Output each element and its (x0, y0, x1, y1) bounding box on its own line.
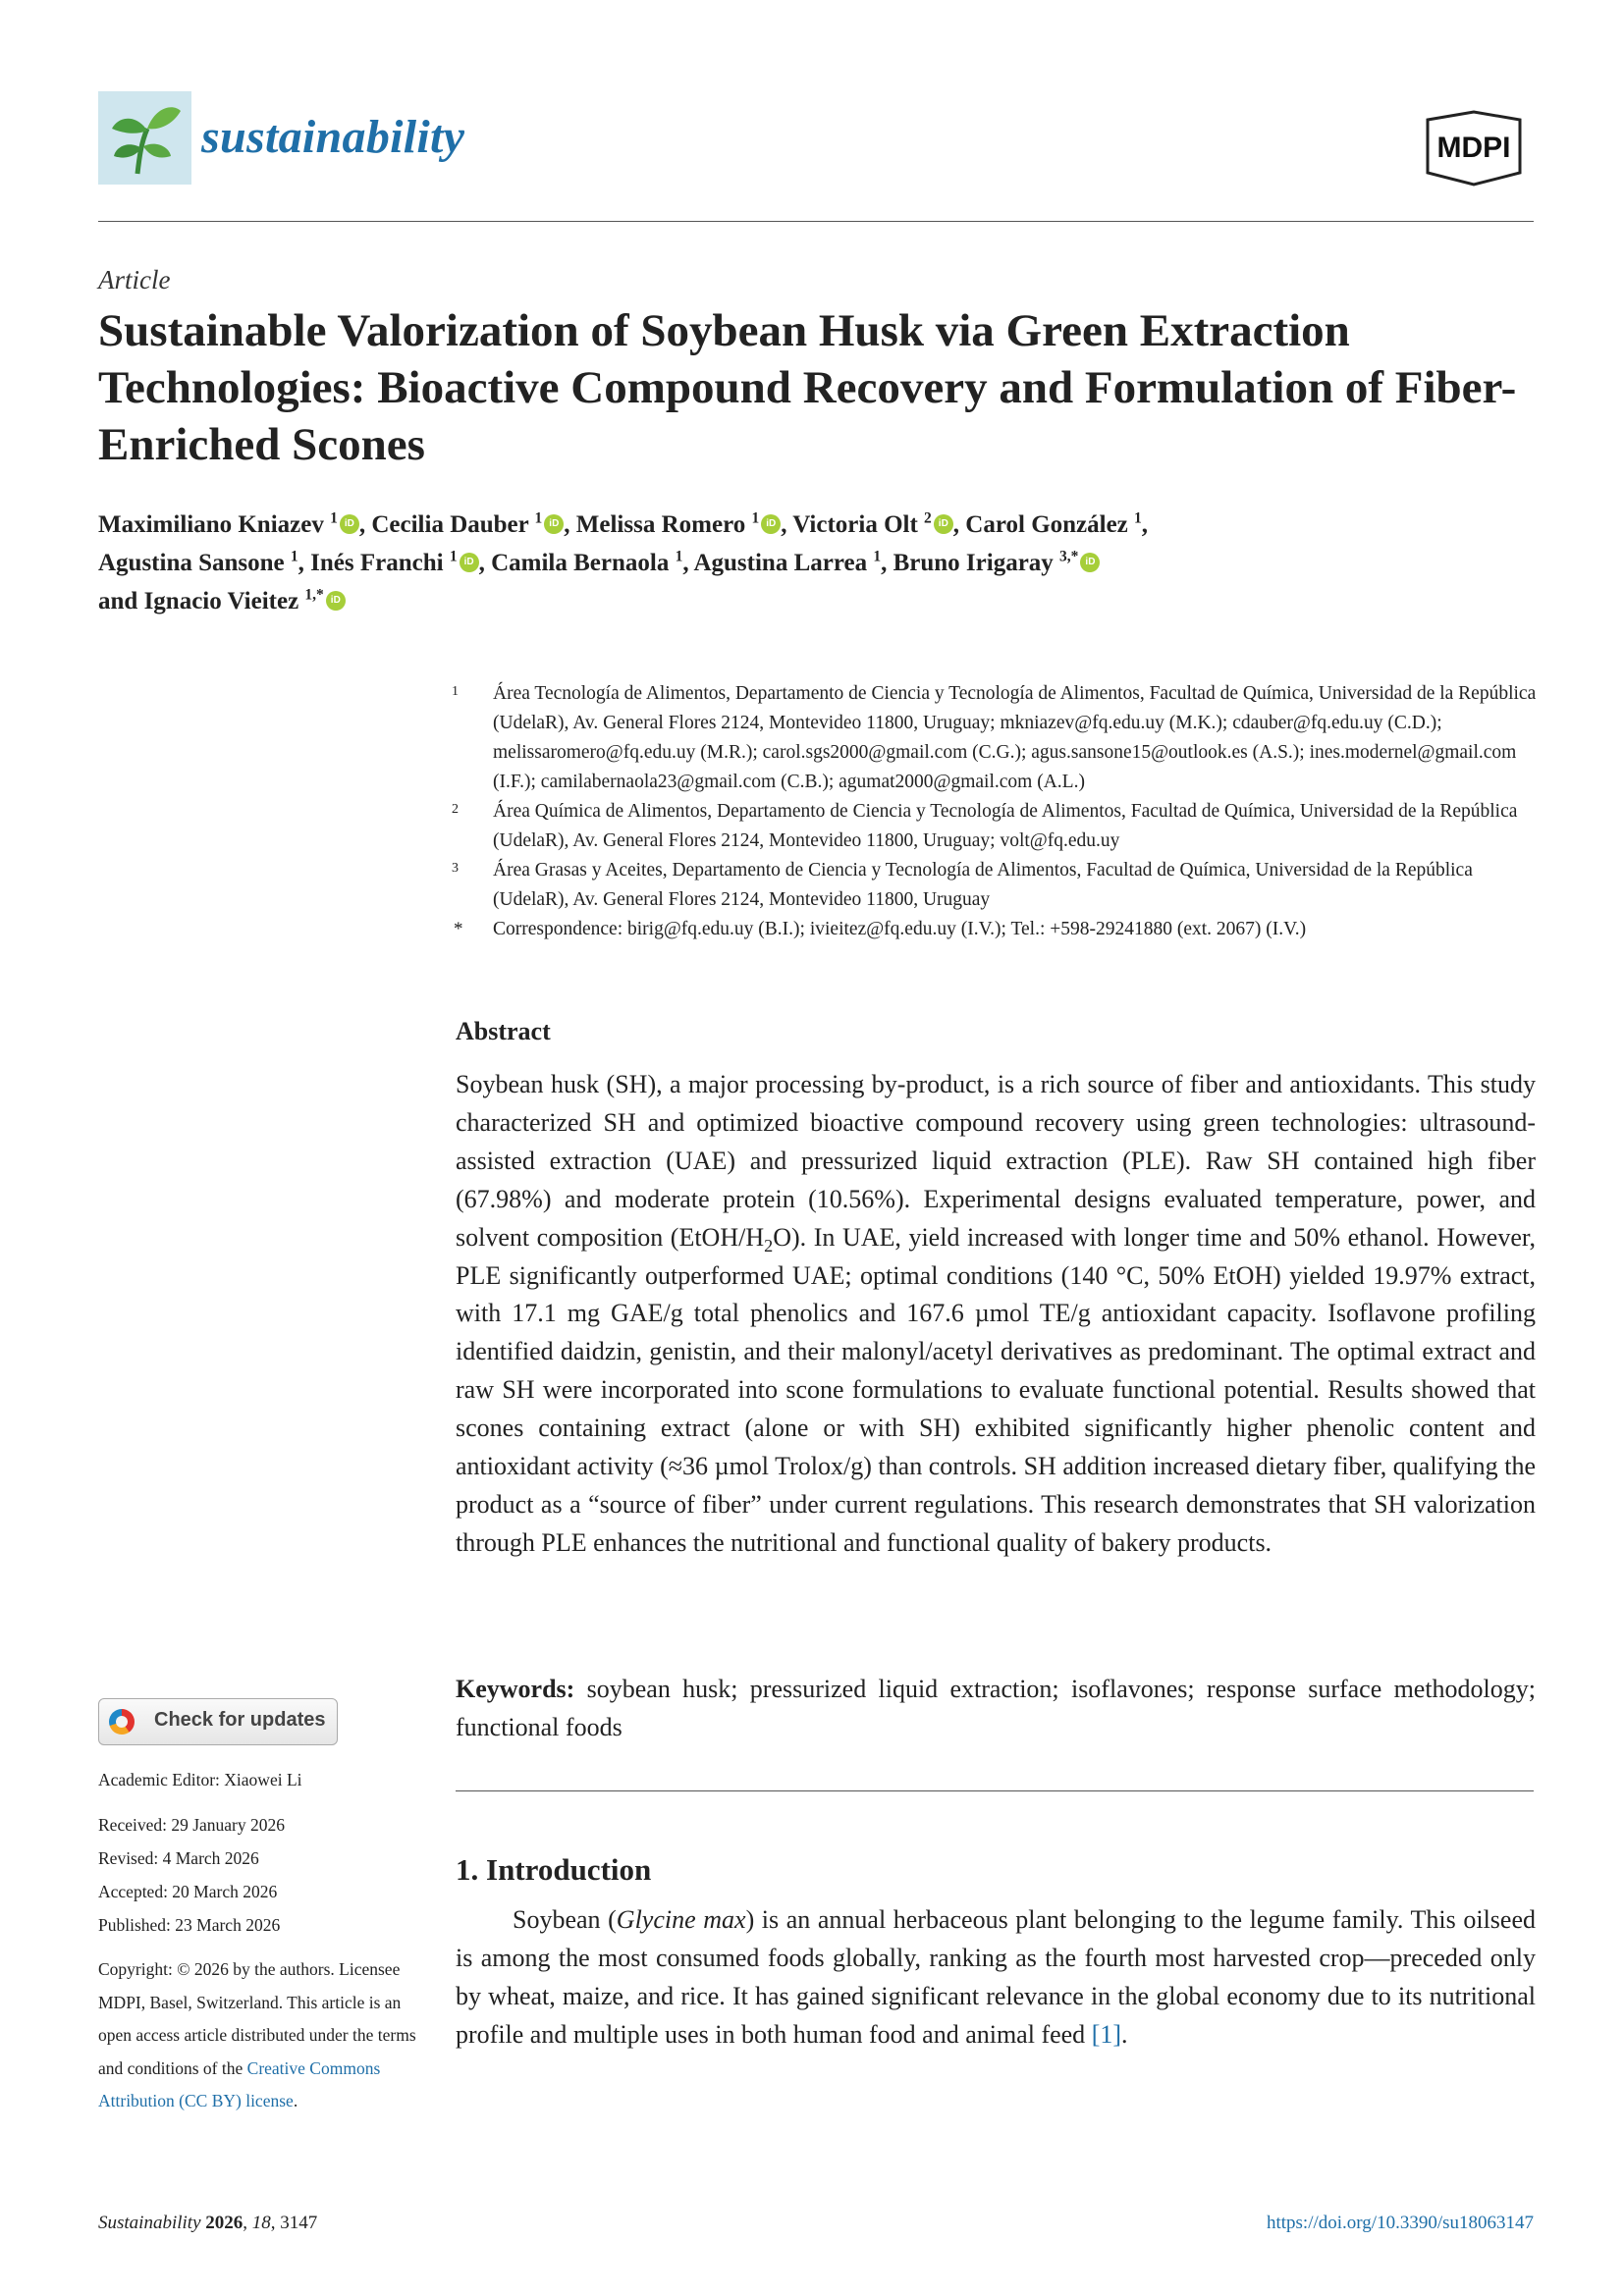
author (98, 550, 298, 576)
author (310, 550, 478, 576)
author-affiliation-marker: 1,* (304, 586, 324, 604)
author (893, 550, 1101, 576)
article-type: Article (98, 265, 171, 294)
introduction-text: Soybean (Glycine max) is an annual herbaceous plant belonging to the legume family. This oilseed is among the most consumed foods globally, ranking as the fourth most harvested crop—preceded only by wheat, maize, and rice. It has gained significant relevance in the global economy due to its nutritional profile and multiple uses in both human food and animal feed [1]. (456, 1905, 1536, 2049)
author (693, 550, 881, 576)
author-affiliation-marker: 1 (330, 509, 338, 527)
author-affiliation-marker: 1 (290, 548, 298, 565)
orcid-icon[interactable]: iD (1080, 553, 1100, 572)
keywords (456, 1671, 1536, 1747)
abstract-text: Soybean husk (SH), a major processing by-product, is a rich source of fiber and antioxidants. This study characterized SH and optimized bioactive compound recovery using green technologies: ultrasound-assisted extraction (UAE) and pressurized liquid extraction (PLE). Raw SH contained high fiber (67.98%) and moderate protein (10.56%). Experimental designs evaluated temperature, power, and solvent composition $(EtOH/H_2O)$. In UAE, yield increased with longer time and 50% ethanol. However, PLE significantly outperformed UAE; optimal conditions (140 °C, 50% EtOH) yielded 19.97% extract, with 17.1 mg GAE/g total phenolics and 167.6 µmol TE/g antioxidant capacity. Isoflavone profiling identified daidzin, genistin, and their malonyl/acetyl derivatives as predominant. The optimal extract and raw SH were incorporated into scone formulations to evaluate functional potential. Results showed that scones containing extract (alone or with SH) exhibited significantly higher phenolic content and antioxidant activity (≈36 µmol Trolox/g) than controls. SH addition increased dietary fiber, qualifying the product as a “source of fiber” under current regulations. This research demonstrates that SH valorization through PLE enhances the nutritional and functional quality of bakery products. (456, 1070, 1536, 1557)
author-name: Bruno Irigaray (893, 550, 1060, 576)
section-divider (456, 1790, 1534, 1791)
author-name: Inés Franchi (310, 550, 450, 576)
journal-logo-icon (98, 91, 191, 185)
author-affiliation-marker: 1 (449, 548, 458, 565)
author-name: Agustina Sansone (98, 550, 291, 576)
article-title: Sustainable Valorization of Soybean Husk via Green Extraction Technologies: Bioactive Compound Recovery and Formulation of Fiber-Enriched Scones (98, 305, 1517, 470)
affiliation-text: Área Química de Alimentos, Departamento de Ciencia y Tecnología de Alimentos, Facultad de Química, Universidad de la República (UdelaR), Av. General Flores 2124, Montevideo 11800, Uruguay; volt@fq.edu.uy (493, 801, 1518, 851)
affiliation-number: 1 (452, 684, 459, 699)
journal-name: sustainability (201, 111, 465, 163)
author (576, 511, 781, 538)
footer-citation: Sustainability 2026, 18, 3147 (98, 2213, 318, 2233)
affiliation-1 (452, 679, 1551, 797)
author (371, 511, 564, 538)
citation-link[interactable]: [1] (1091, 2019, 1122, 2049)
orcid-icon[interactable]: iD (934, 514, 953, 534)
revised-date: Revised: 4 March 2026 (98, 1848, 259, 1868)
correspondence-text: Correspondence: birig@fq.edu.uy (B.I.); ivieitez@fq.edu.uy (I.V.); Tel.: +598-29241880 (ext. 2067) (I.V.) (493, 919, 1307, 939)
author-affiliation-marker: 1 (534, 509, 543, 527)
affiliation-2 (452, 797, 1551, 856)
orcid-icon[interactable]: iD (340, 514, 359, 534)
author-name: Agustina Larrea (693, 550, 874, 576)
keywords-text: soybean husk; pressurized liquid extraction; isoflavones; response surface methodology; functional foods (456, 1675, 1537, 1741)
author-affiliation-marker: 1 (873, 548, 882, 565)
author-list: Maximiliano Kniazev $^1$ iD , Cecilia Dauber $^1$ iD , Melissa Romero $^1$ iD , Victoria Olt $^2$ iD , Carol González $^1$, Agustina Sansone $^1$, Inés Franchi $^1$ iD , Camila Bernaola $^1$, Agustina Larrea $^1$, Bruno Irigaray $^{3,*}$ iD and Ignacio Vieitez $^{1,*}$ iD (98, 509, 1149, 614)
author-name: Camila Bernaola (491, 550, 676, 576)
affiliation-number: 3 (452, 861, 459, 876)
abstract-heading: Abstract (456, 1017, 551, 1045)
check-updates-icon (109, 1709, 135, 1735)
orcid-icon[interactable]: iD (326, 591, 346, 611)
author (965, 511, 1141, 538)
affiliation-number: 2 (452, 802, 459, 817)
author (491, 550, 682, 576)
author-affiliation-marker: 1 (675, 548, 683, 565)
correspondence (452, 915, 1551, 944)
copyright-license: Copyright: © 2026 by the authors. Licensee MDPI, Basel, Switzerland. This article is an open access article distributed under the terms and conditions of the Creative Commons Attribution (CC BY) license. (98, 1959, 416, 2110)
header-rule (98, 221, 1534, 222)
author-name: Carol González (965, 511, 1135, 538)
author (144, 588, 346, 614)
affiliation-3 (452, 856, 1551, 915)
doi-link[interactable]: https://doi.org/10.3390/su18063147 (1266, 2213, 1534, 2233)
author-affiliation-marker: 2 (924, 509, 932, 527)
license-link[interactable]: Creative Commons Attribution (CC BY) license (98, 2057, 381, 2110)
author (98, 511, 359, 538)
correspondence-marker: * (454, 919, 463, 939)
author (792, 511, 953, 538)
affiliation-text: Área Grasas y Aceites, Departamento de Ciencia y Tecnología de Alimentos, Facultad de Química, Universidad de la República (UdelaR), Av. General Flores 2124, Montevideo 11800, Uruguay (493, 860, 1473, 910)
check-for-updates-button[interactable] (98, 1698, 338, 1745)
affiliation-text: Área Tecnología de Alimentos, Departamento de Ciencia y Tecnología de Alimentos, Facultad de Química, Universidad de la República (UdelaR), Av. General Flores 2124, Montevideo 11800, Uruguay; mkniazev@fq.edu.uy (M.K.); cdauber@fq.edu.uy (C.D.); melissaromero@fq.edu.uy (M.R.); carol.sgs2000@gmail.com (C.G.); agus.sansone15@outlook.es (A.S.); ines.modernel@gmail.com (I.F.); camilabernaola23@gmail.com (C.B.); agumat2000@gmail.com (A.L.) (493, 683, 1537, 792)
introduction-heading: 1. Introduction (456, 1852, 652, 1887)
mdpi-logo-icon (1414, 110, 1534, 187)
author-affiliation-marker: 1 (751, 509, 760, 527)
accepted-date: Accepted: 20 March 2026 (98, 1882, 278, 1901)
orcid-icon[interactable]: iD (761, 514, 781, 534)
academic-editor: Academic Editor: Xiaowei Li (98, 1770, 302, 1789)
affiliations (452, 679, 1551, 944)
article-info-sidebar (98, 1763, 422, 2118)
author-name: Maximiliano Kniazev (98, 511, 331, 538)
author-name: Victoria Olt (792, 511, 925, 538)
author-name: Cecilia Dauber (371, 511, 535, 538)
keywords-label: Keywords: (456, 1675, 575, 1703)
received-date: Received: 29 January 2026 (98, 1815, 286, 1835)
author-affiliation-marker: 3,* (1059, 548, 1079, 565)
author-name: Ignacio Vieitez (143, 588, 305, 614)
publisher-name: MDPI (1436, 132, 1511, 164)
published-date: Published: 23 March 2026 (98, 1915, 281, 1935)
orcid-icon[interactable]: iD (544, 514, 564, 534)
author-affiliation-marker: 1 (1134, 509, 1142, 527)
author-name: Melissa Romero (575, 511, 752, 538)
orcid-icon[interactable]: iD (460, 553, 479, 572)
check-updates-label: Check for updates (154, 1709, 326, 1731)
